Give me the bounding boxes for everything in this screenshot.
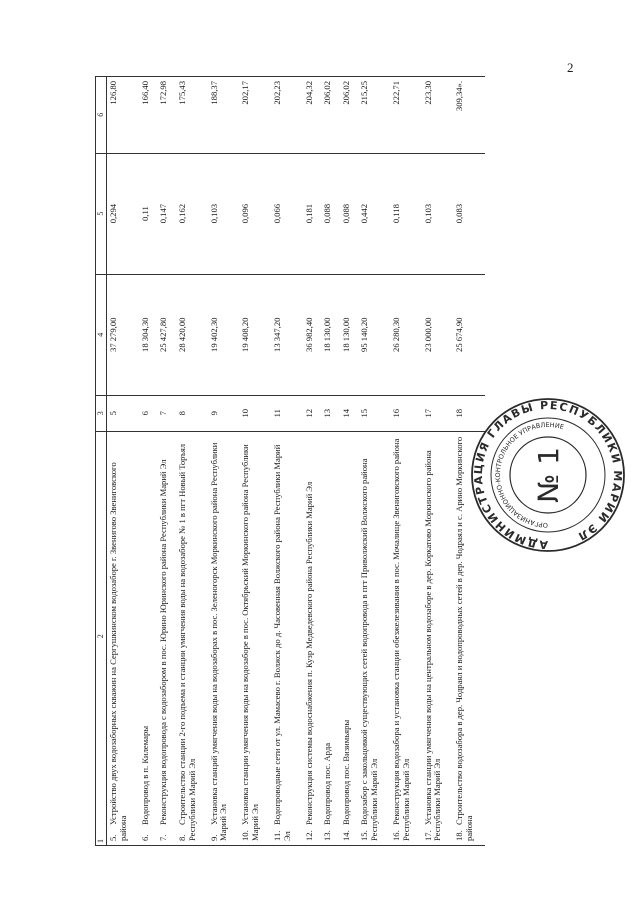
table-row: [107, 77, 139, 846]
row-coef-cell: 0,088: [340, 153, 359, 274]
row-title: Установка станции умягчения воды на водозаборе в пос. Октябрьский Моркинского района Республики Марий Эл: [240, 444, 261, 841]
row-value-cell: 206,02: [321, 77, 340, 154]
row-coef-cell: 0,088: [321, 153, 340, 274]
row-title: Водопровод пос. Арда: [322, 742, 333, 825]
row-number: 15.: [359, 830, 370, 841]
row-cost-cell: 18 130,00: [340, 274, 359, 395]
row-cost-cell: 25 427,80: [157, 274, 176, 395]
row-number: 13.: [322, 830, 333, 841]
row-title: Строительство водозабора в дер. Чодраял и водопроводных сетей в дер. Чодраял и с. Арино Моркинского района: [454, 436, 475, 841]
row-number: 16.: [390, 830, 401, 841]
row-value-cell: 206,02: [340, 77, 359, 154]
row-title: Водопровод пос. Визимьяры: [340, 719, 351, 825]
row-code-cell: 10: [239, 395, 271, 431]
row-number: 14.: [340, 830, 351, 841]
row-cost-cell: 19 402,30: [208, 274, 240, 395]
row-name-cell: [139, 431, 158, 845]
row-coef-cell: 0,147: [157, 153, 176, 274]
row-title: Водопроводные сети от ул. Мамасево г. Волжск до д. Часовенная Волжского района Республики Марий Эл: [271, 444, 292, 841]
row-code-cell: 11: [271, 395, 303, 431]
row-code-cell: 12: [303, 395, 322, 431]
row-cost-cell: 18 130,00: [321, 274, 340, 395]
row-code-cell: 5: [107, 395, 139, 431]
row-name-cell: [340, 431, 359, 845]
table-row: [422, 77, 454, 846]
rotated-table-container: [95, 76, 485, 846]
row-number: 10.: [240, 830, 251, 841]
row-title: Водопровод в п. Килемары: [139, 725, 150, 825]
row-value-cell: 202,23: [271, 77, 303, 154]
row-coef-cell: 0,162: [176, 153, 208, 274]
row-code-cell: 16: [390, 395, 422, 431]
row-value-cell: 223,30: [422, 77, 454, 154]
row-cost-cell: 25 674,90: [453, 274, 485, 395]
row-coef-cell: 0,118: [390, 153, 422, 274]
projects-table: [95, 76, 485, 846]
row-coef-cell: 0,096: [239, 153, 271, 274]
table-body: [107, 77, 486, 846]
row-value-cell: 222,71: [390, 77, 422, 154]
row-coef-cell: 0,103: [422, 153, 454, 274]
row-name-cell: [157, 431, 176, 845]
table-row: [303, 77, 322, 846]
table-row: [139, 77, 158, 846]
header-cell-6: 6: [96, 77, 107, 154]
row-number: 9.: [208, 834, 219, 841]
row-code-cell: 17: [422, 395, 454, 431]
row-value-cell: 172,98: [157, 77, 176, 154]
table-row: [239, 77, 271, 846]
row-code-cell: 7: [157, 395, 176, 431]
seal-center-number: № 1: [532, 447, 565, 503]
official-seal: [468, 395, 628, 555]
row-name-cell: [271, 431, 303, 845]
row-coef-cell: 0,294: [107, 153, 139, 274]
row-value-cell: 166,40: [139, 77, 158, 154]
header-cell-5: 5: [96, 153, 107, 274]
row-name-cell: [239, 431, 271, 845]
row-cost-cell: 26 280,30: [390, 274, 422, 395]
row-code-cell: 18: [453, 395, 485, 431]
row-name-cell: [358, 431, 390, 845]
row-number: 17.: [422, 830, 433, 841]
row-cost-cell: 95 140,20: [358, 274, 390, 395]
row-value-cell: 188,37: [208, 77, 240, 154]
row-code-cell: 14: [340, 395, 359, 431]
row-title: Установка станций умягчения воды на водозаборах в пос. Зеленогорск Моркинского района Республики Марий Эл: [208, 442, 229, 841]
row-cost-cell: 18 304,30: [139, 274, 158, 395]
row-name-cell: [303, 431, 322, 845]
row-value-cell: 204,32: [303, 77, 322, 154]
row-number: 8.: [176, 834, 187, 841]
page-number: 2: [567, 60, 574, 75]
row-coef-cell: 0,066: [271, 153, 303, 274]
table-header-row: [96, 77, 107, 846]
row-name-cell: [107, 431, 139, 845]
row-number: 5.: [108, 834, 118, 841]
seal-outer-text: АДМИНИСТРАЦИЯ ГЛАВЫ РЕСПУБЛИКИ МАРИЙ ЭЛ: [471, 398, 625, 552]
table-row: [176, 77, 208, 846]
seal-inner-text: ОРГАНИЗАЦИОННО-КОНТРОЛЬНОЕ УПРАВЛЕНИЕ: [493, 420, 565, 530]
row-cost-cell: 23 000,00: [422, 274, 454, 395]
row-title: Реконструкция водопровода с водозабором в пос. Юрино Юринского района Республики Марий Эл: [158, 459, 169, 825]
row-cost-cell: 36 982,40: [303, 274, 322, 395]
table-row: [358, 77, 390, 846]
row-number: 11.: [271, 830, 282, 841]
row-number: 6.: [139, 834, 150, 841]
row-code-cell: 8: [176, 395, 208, 431]
table-row: [208, 77, 240, 846]
row-title: Строительство станции 2-го подъема и станции умягчения воды на водозаборе № 1 в пгт Новый Торъял Республики Марий Эл: [176, 443, 197, 841]
row-value-cell: 215,25: [358, 77, 390, 154]
row-code-cell: 6: [139, 395, 158, 431]
row-value-cell: 175,43: [176, 77, 208, 154]
row-coef-cell: 0,103: [208, 153, 240, 274]
row-name-cell: [176, 431, 208, 845]
row-cost-cell: 13 347,20: [271, 274, 303, 395]
header-cell-3: 3: [96, 395, 107, 431]
row-name-cell: [390, 431, 422, 845]
row-coef-cell: 0,083: [453, 153, 485, 274]
row-number: 18.: [454, 830, 465, 841]
row-cost-cell: 28 420,00: [176, 274, 208, 395]
row-code-cell: 13: [321, 395, 340, 431]
row-coef-cell: 0,442: [358, 153, 390, 274]
table-row: [340, 77, 359, 846]
row-title: Реконструкция системы водоснабжения п. Кузр Медведевского района Республики Марий Эл: [303, 481, 314, 825]
row-title: Устройство двух водозаборных скважин на Сергушкинском водозаборе г. Звенигово Звениговского района: [108, 462, 128, 841]
row-cost-cell: 19 408,20: [239, 274, 271, 395]
row-code-cell: 9: [208, 395, 240, 431]
row-name-cell: [321, 431, 340, 845]
table-row: [157, 77, 176, 846]
row-coef-cell: 0,181: [303, 153, 322, 274]
row-name-cell: [422, 431, 454, 845]
row-number: 7.: [158, 834, 169, 841]
row-cost-cell: 37 279,00: [107, 274, 139, 395]
row-value-cell: 202,17: [239, 77, 271, 154]
table-row: [321, 77, 340, 846]
row-value-cell: 126,80: [107, 77, 139, 154]
row-coef-cell: 0,11: [139, 153, 158, 274]
table-row: [390, 77, 422, 846]
row-name-cell: [208, 431, 240, 845]
row-value-cell: 309,34».: [453, 77, 485, 154]
row-title: Водозабор с закольцовкой существующих сетей водопровода в пгт Приволжский Волжского района Республики Марий Эл: [359, 458, 380, 841]
table-row: [271, 77, 303, 846]
header-cell-1-2: 1 2: [96, 431, 107, 845]
header-cell-4: 4: [96, 274, 107, 395]
row-title: Установка станции умягчения воды на центральном водозаборе в дер. Коркатово Моркинского района Республики Марий Эл: [422, 450, 443, 841]
row-number: 12.: [303, 830, 314, 841]
row-title: Реконструкция водозабора и установка станции обезжелезивания в пос. Мочалище Звениговского района Республики Марий Эл: [390, 438, 411, 841]
row-code-cell: 15: [358, 395, 390, 431]
